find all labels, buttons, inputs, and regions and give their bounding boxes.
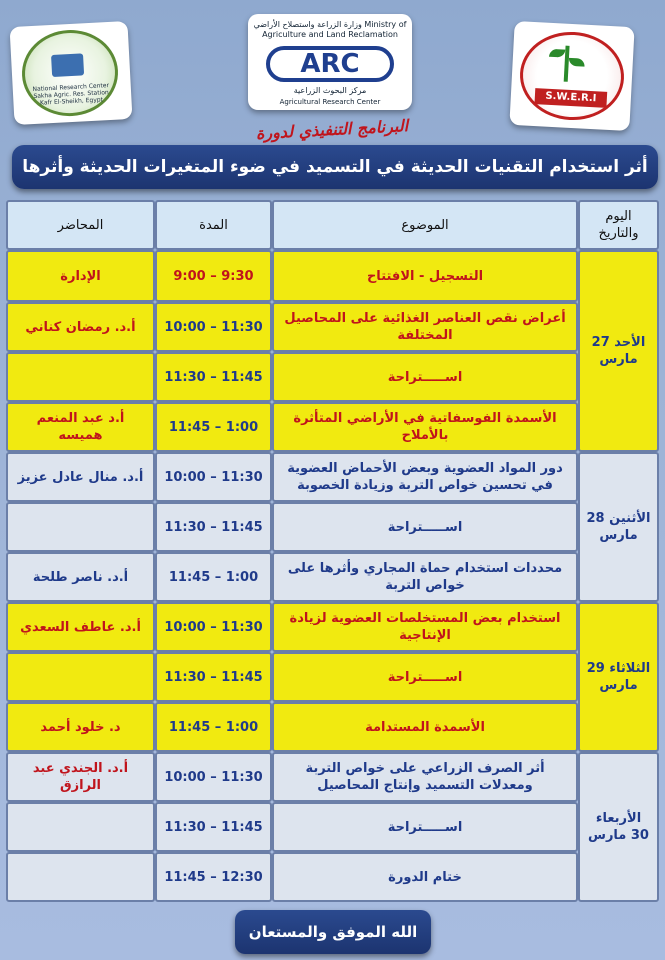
lecturer-cell: الإدارة (6, 250, 155, 302)
lecturer-cell (6, 652, 155, 702)
lecturer-cell (6, 852, 155, 902)
duration-cell: 10:00 – 11:30 (155, 302, 272, 352)
duration-cell: 9:00 – 9:30 (155, 250, 272, 302)
topic-cell: الأسمدة المستدامة (272, 702, 578, 752)
ministry-name: وزارة الزراعة واستصلاح الأراضي Ministry of Agriculture and Land Reclamation (253, 20, 407, 39)
header-day: اليوم والتاريخ (578, 200, 659, 250)
lecturer-cell (6, 352, 155, 402)
lecturer-cell: أ.د. رمضان كناني (6, 302, 155, 352)
course-title: أثر استخدام التقنيات الحديثة في التسميد في ضوء المتغيرات الحديثة وأثرها (12, 145, 658, 189)
duration-cell: 10:00 – 11:30 (155, 752, 272, 802)
program-subtitle: البرنامج التنفيذي لدورة (255, 116, 409, 143)
lecturer-cell: أ.د. الجندي عبد الرازق (6, 752, 155, 802)
lecturer-cell: أ.د. منال عادل عزيز (6, 452, 155, 502)
header-duration: المدة (155, 200, 272, 250)
topic-cell: اســـــتراحة (272, 502, 578, 552)
header-lecturer: المحاضر (6, 200, 155, 250)
duration-cell: 11:30 – 11:45 (155, 502, 272, 552)
sweri-logo (509, 21, 634, 131)
duration-cell: 10:00 – 11:30 (155, 602, 272, 652)
duration-cell: 11:45 – 12:30 (155, 852, 272, 902)
topic-cell: اســـــتراحة (272, 802, 578, 852)
topic-cell: أعراض نقص العناصر الغذائية على المحاصيل المختلفة (272, 302, 578, 352)
arc-arabic-name: مركز البحوث الزراعية (293, 86, 367, 95)
topic-cell: اســـــتراحة (272, 652, 578, 702)
lecturer-cell (6, 802, 155, 852)
arc-english-name: Agricultural Research Center (279, 98, 381, 106)
day-cell: الأربعاء 30 مارس (578, 752, 659, 902)
topic-cell: الأسمدة الفوسفاتية في الأراضي المتأثرة بالأملاح (272, 402, 578, 452)
sweri-emblem (518, 29, 626, 122)
topic-cell: أثر الصرف الزراعي على خواص التربة ومعدلات التسميد وإنتاج المحاصيل (272, 752, 578, 802)
topic-cell: التسجيل - الافتتاح (272, 250, 578, 302)
duration-cell: 11:45 – 1:00 (155, 552, 272, 602)
arc-logo (248, 14, 412, 110)
lecturer-cell (6, 502, 155, 552)
day-cell: الثلاثاء 29 مارس (578, 602, 659, 752)
header-topic: الموضوع (272, 200, 578, 250)
duration-cell: 10:00 – 11:30 (155, 452, 272, 502)
sweri-wordmark: S.W.E.R.I (534, 88, 607, 108)
lecturer-cell: أ.د عبد المنعم هميسه (6, 402, 155, 452)
lecturer-cell: د. خلود أحمد (6, 702, 155, 752)
duration-cell: 11:30 – 11:45 (155, 352, 272, 402)
arc-wordmark: ARC (266, 46, 394, 82)
national-research-center-logo (10, 21, 133, 125)
closing-banner: الله الموفق والمستعان (235, 910, 431, 954)
topic-cell: محددات استخدام حماة المجاري وأثرها على خواص التربة (272, 552, 578, 602)
book-icon (51, 53, 84, 77)
lecturer-cell: أ.د. عاطف السعدي (6, 602, 155, 652)
logo-caption: National Research Center Sakha Agric. Res. Station Kafr El-Sheikh, Egypt (32, 82, 110, 107)
duration-cell: 11:45 – 1:00 (155, 402, 272, 452)
duration-cell: 11:30 – 11:45 (155, 802, 272, 852)
topic-cell: استخدام بعض المستخلصات العضوية لزيادة الإنتاجية (272, 602, 578, 652)
duration-cell: 11:30 – 11:45 (155, 652, 272, 702)
topic-cell: دور المواد العضوية وبعض الأحماض العضوية في تحسين خواص التربة وزيادة الخصوبة (272, 452, 578, 502)
schedule-table (6, 200, 659, 905)
topic-cell: ختام الدورة (272, 852, 578, 902)
topic-cell: اســـــتراحة (272, 352, 578, 402)
duration-cell: 11:45 – 1:00 (155, 702, 272, 752)
lecturer-cell: أ.د. ناصر طلحة (6, 552, 155, 602)
day-cell: الأحد 27 مارس (578, 250, 659, 452)
day-cell: الأثنين 28 مارس (578, 452, 659, 602)
